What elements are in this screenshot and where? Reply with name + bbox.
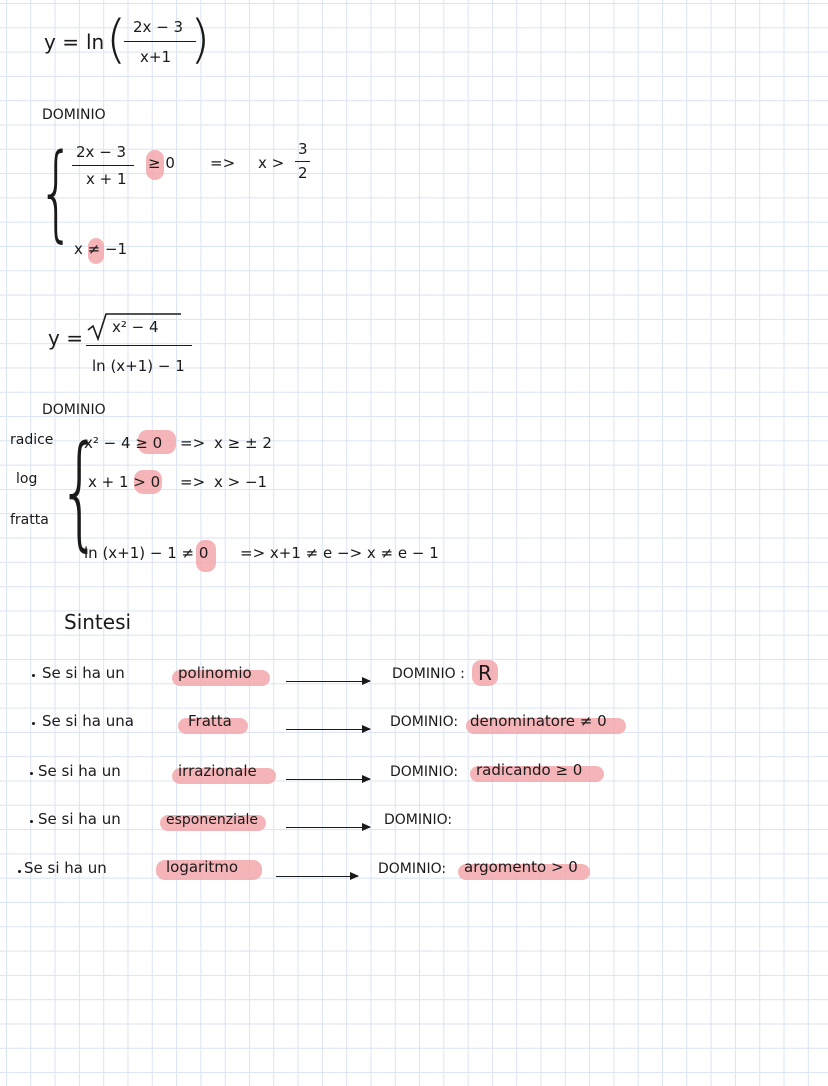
sintesi-row1-val: R [478,661,492,685]
sintesi-row3-term: irrazionale [178,762,257,780]
system2-row3-result: => x+1 ≠ e −> x ≠ e − 1 [240,544,439,562]
system2-row2-result: x > −1 [214,473,268,491]
system1-result: x > [258,154,285,172]
system1-implies: => [210,154,236,172]
sintesi-row3-dom: DOMINIO: [390,764,459,780]
sintesi-row4-pre: Se si ha un [38,810,121,828]
fraction-numerator: 2x − 3 [133,18,184,36]
sintesi-row3-val: radicando ≥ 0 [476,761,583,779]
result-fraction-bar [295,161,310,162]
system1-denominator: x + 1 [86,170,127,188]
system2-row1-expr: x² − 4 ≥ 0 [84,434,163,452]
sqrt-radicand: x² − 4 [112,318,159,336]
label-radice: radice [10,432,54,448]
system-brace-2: { [58,420,102,564]
sintesi-row2-dom: DOMINIO: [390,714,459,730]
arrow-icon [286,681,370,682]
system1-relation: ≥ 0 [148,154,175,172]
sintesi-row5-pre: Se si ha un [24,859,107,877]
arrow-icon [276,876,358,877]
sintesi-row1-dom: DOMINIO : [392,666,465,682]
fraction-denominator: x+1 [140,48,171,66]
label-fratta: fratta [10,512,49,528]
bullet [32,674,35,677]
fraction-bar-2 [86,345,192,346]
left-paren: ( [106,10,127,70]
fraction-bar [124,41,196,42]
sintesi-row2-term: Fratta [188,712,232,730]
y-equals: y = [44,30,79,54]
bullet [32,722,35,725]
label-log: log [16,471,38,487]
sintesi-row3-pre: Se si ha un [38,762,121,780]
dominio-heading-2: DOMINIO [42,402,106,418]
bullet [18,870,21,873]
sintesi-row5-val: argomento > 0 [464,858,578,876]
system2-row1-result: x ≥ ± 2 [214,434,272,452]
system2-row2-implies: => [180,473,206,491]
y-equals-2: y = [48,326,83,350]
system1-numerator: 2x − 3 [76,143,127,161]
sintesi-row4-term: esponenziale [166,812,259,828]
sintesi-row2-pre: Se si ha una [42,712,134,730]
sintesi-row5-term: logaritmo [166,858,239,876]
system2-row3-expr: ln (x+1) − 1 ≠ 0 [84,544,209,562]
arrow-icon [286,827,370,828]
system1-fraction-bar [72,165,134,166]
bullet [30,772,33,775]
system-brace-1: { [38,131,75,253]
sintesi-row4-dom: DOMINIO: [384,812,453,828]
system2-row1-implies: => [180,434,206,452]
fraction-denominator-2: ln (x+1) − 1 [92,357,185,375]
bullet [30,820,33,823]
arrow-icon [286,779,370,780]
result-fraction-den: 2 [298,164,308,182]
sintesi-title: Sintesi [64,610,132,634]
sintesi-row2-val: denominatore ≠ 0 [470,712,607,730]
ln-label: ln [86,30,105,54]
result-fraction-num: 3 [298,140,308,158]
system1-second-condition: x ≠ −1 [74,240,128,258]
system2-row2-expr: x + 1 > 0 [88,473,161,491]
dominio-heading-1: DOMINIO [42,107,106,123]
sintesi-row1-term: polinomio [178,664,252,682]
sintesi-row1-pre: Se si ha un [42,664,125,682]
arrow-icon [286,729,370,730]
right-paren: ) [190,10,211,70]
sintesi-row5-dom: DOMINIO: [378,861,447,877]
